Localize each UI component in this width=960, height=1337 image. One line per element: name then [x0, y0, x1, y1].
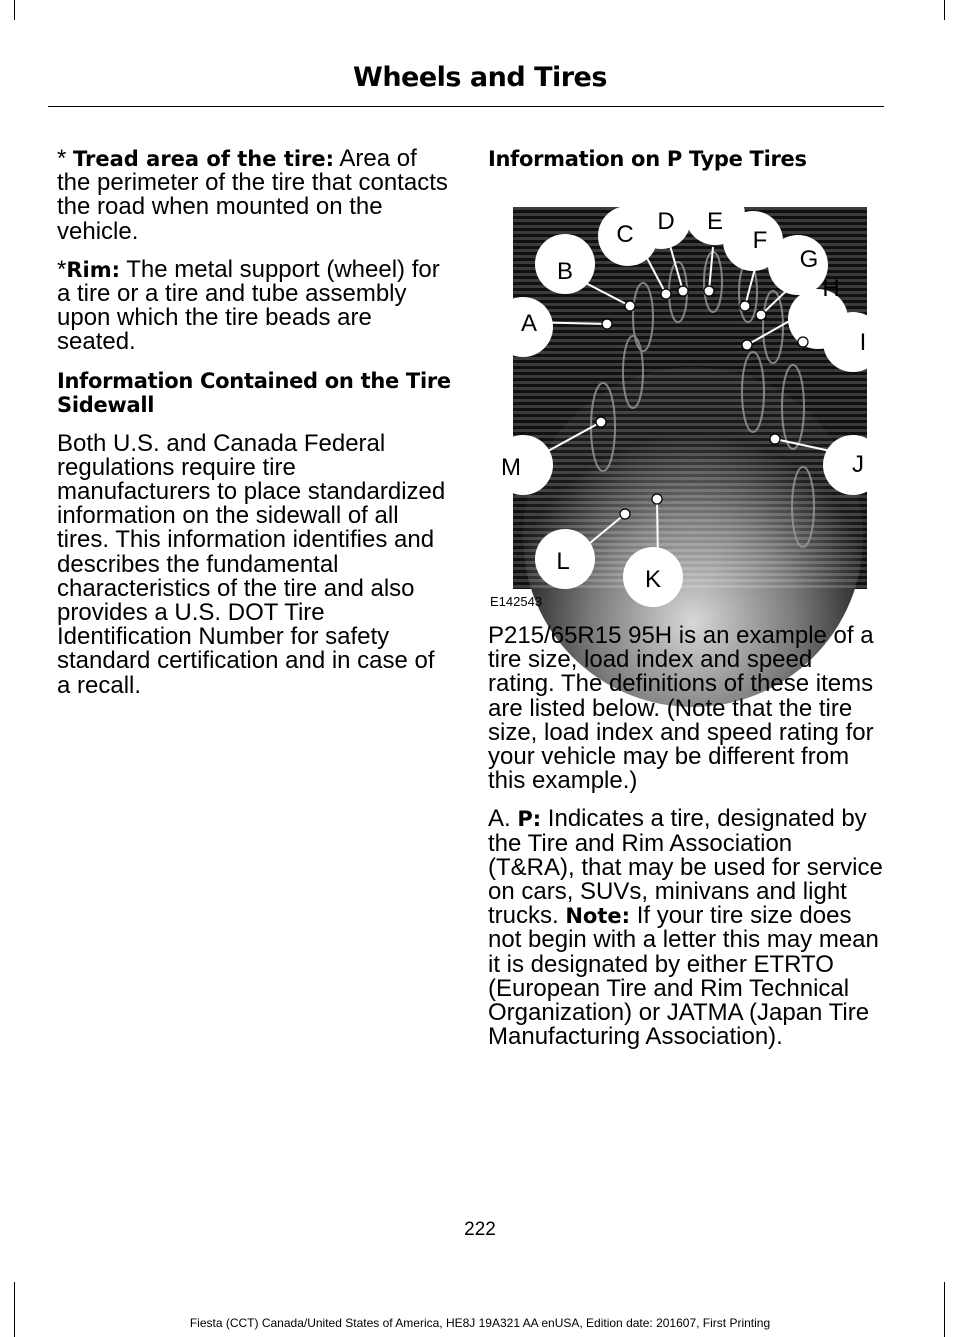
example-paragraph: P215/65R15 95H is an example of a tire size, load index and speed rating. The definitions of these items are listed below. (Note that the tire size, load index and speed rating for your vehicle may be different from this example.): [488, 622, 874, 795]
callout-k: K: [644, 566, 662, 593]
page-number: 222: [464, 1219, 496, 1240]
item-a-term: P:: [517, 807, 542, 832]
figure-code: E142543: [490, 594, 543, 609]
page-title: Wheels and Tires: [353, 62, 607, 93]
item-a-paragraph: A. P: Indicates a tire, designated by the Tire and Rim Association (T&RA), that may be used for service on cars, SUVs, minivans and light trucks. Note: If your tire size does not begin with a letter this may mean it is designated by either ETRTO (European Tire and Rim Technical Organization) or JATMA (Japan Tire Manufacturing Association).: [488, 805, 883, 1051]
rim-term: Rim:: [66, 257, 120, 282]
callout-h: H: [822, 275, 840, 302]
sidewall-paragraph: Both U.S. and Canada Federal regulations require tire manufacturers to place standardized information on the sidewall of all tires. This information identifies and describes the fundamental characteristics of the tire and also provides a U.S. DOT Tire Identification Number for safety standard certification and in case of a recall.: [57, 429, 446, 699]
left-column: [57, 147, 452, 712]
callout-a: A: [520, 310, 538, 337]
callout-e: E: [706, 208, 724, 235]
tread-definition: * Tread area of the tire: Area of the perimeter of the tire that contacts the road when mounted on the vehicle.: [57, 145, 448, 245]
p-type-heading: Information on P Type Tires: [488, 147, 807, 171]
header-divider: [48, 106, 884, 107]
callout-f: F: [752, 227, 768, 254]
tire-sidewall-figure: [501, 207, 867, 593]
callout-j: J: [852, 451, 864, 478]
callout-d: D: [657, 208, 675, 235]
right-column-text: [488, 624, 884, 1063]
callout-i: I: [859, 329, 867, 356]
footer-edition-info: Fiesta (CCT) Canada/United States of America, HE8J 19A321 AA enUSA, Edition date: 201607, First Printing: [189, 1316, 771, 1330]
callout-b: B: [556, 258, 574, 285]
tire-sidewall-illustration: [501, 207, 867, 593]
callout-c: C: [616, 221, 634, 248]
crop-mark-top-left: [14, 0, 15, 20]
sidewall-heading: Information Contained on the Tire Sidewall: [57, 368, 451, 418]
right-column-heading-block: [488, 147, 884, 186]
callout-l: L: [556, 548, 570, 575]
tread-term: Tread area of the tire:: [73, 147, 335, 171]
callout-m: M: [501, 454, 521, 481]
rim-definition: *Rim: The metal support (wheel) for a tire or a tire and tube assembly upon which the tire beads are seated.: [57, 255, 440, 356]
crop-mark-top-right: [944, 0, 945, 20]
callout-g: G: [799, 246, 819, 273]
note-term: Note:: [565, 904, 631, 929]
